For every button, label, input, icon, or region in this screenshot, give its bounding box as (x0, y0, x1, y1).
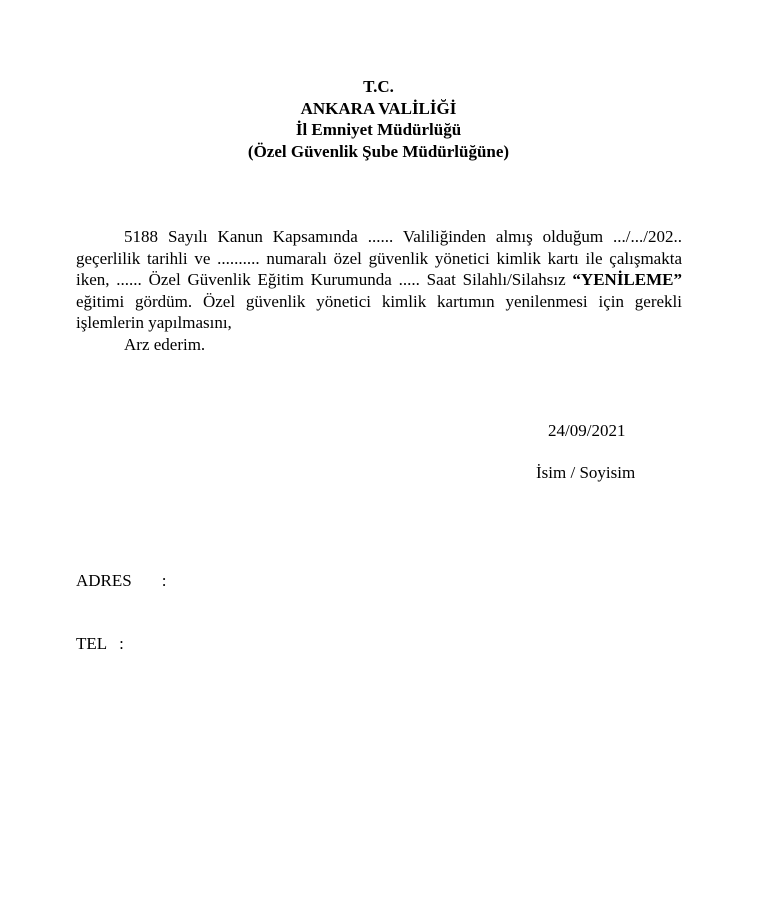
phone-colon: : (119, 634, 124, 653)
body-bold-word: “YENİLEME” (572, 270, 682, 290)
body-paragraph (76, 226, 682, 334)
address-label: ADRES (76, 571, 132, 590)
header-line-police-directorate: İl Emniyet Müdürlüğü (295, 120, 462, 139)
phone-field (76, 633, 124, 654)
document-body (76, 226, 682, 356)
signature-name-line: İsim / Soyisim (536, 463, 636, 482)
address-field (76, 570, 166, 591)
body-text-part1: 5188 Sayılı Kanun Kapsamında ...... Valiliğinden almış olduğum .../.../202.. geçerlilik tarihli ve .......... numaralı özel güvenlik yönetici kimlik kartı ile çalışmakta iken, ...... Özel Güvenlik Eğitim Kurumunda ..... Saat Silahlı/Silahsız (76, 227, 682, 290)
body-text-part2: eğitimi gördüm. Özel güvenlik yönetici kimlik kartımın yenilenmesi için gerekli işlemlerin yapılmasını, (76, 291, 682, 333)
header-line-governorship: ANKARA VALİLİĞİ (300, 98, 457, 118)
document-date: 24/09/2021 (548, 421, 626, 440)
document-header (0, 76, 757, 162)
header-line-tc: T.C. (363, 77, 394, 96)
address-colon: : (161, 571, 167, 590)
header-line-security-branch: (Özel Güvenlik Şube Müdürlüğüne) (247, 141, 510, 161)
phone-label: TEL (76, 634, 108, 653)
closing-line: Arz ederim. (124, 334, 206, 354)
